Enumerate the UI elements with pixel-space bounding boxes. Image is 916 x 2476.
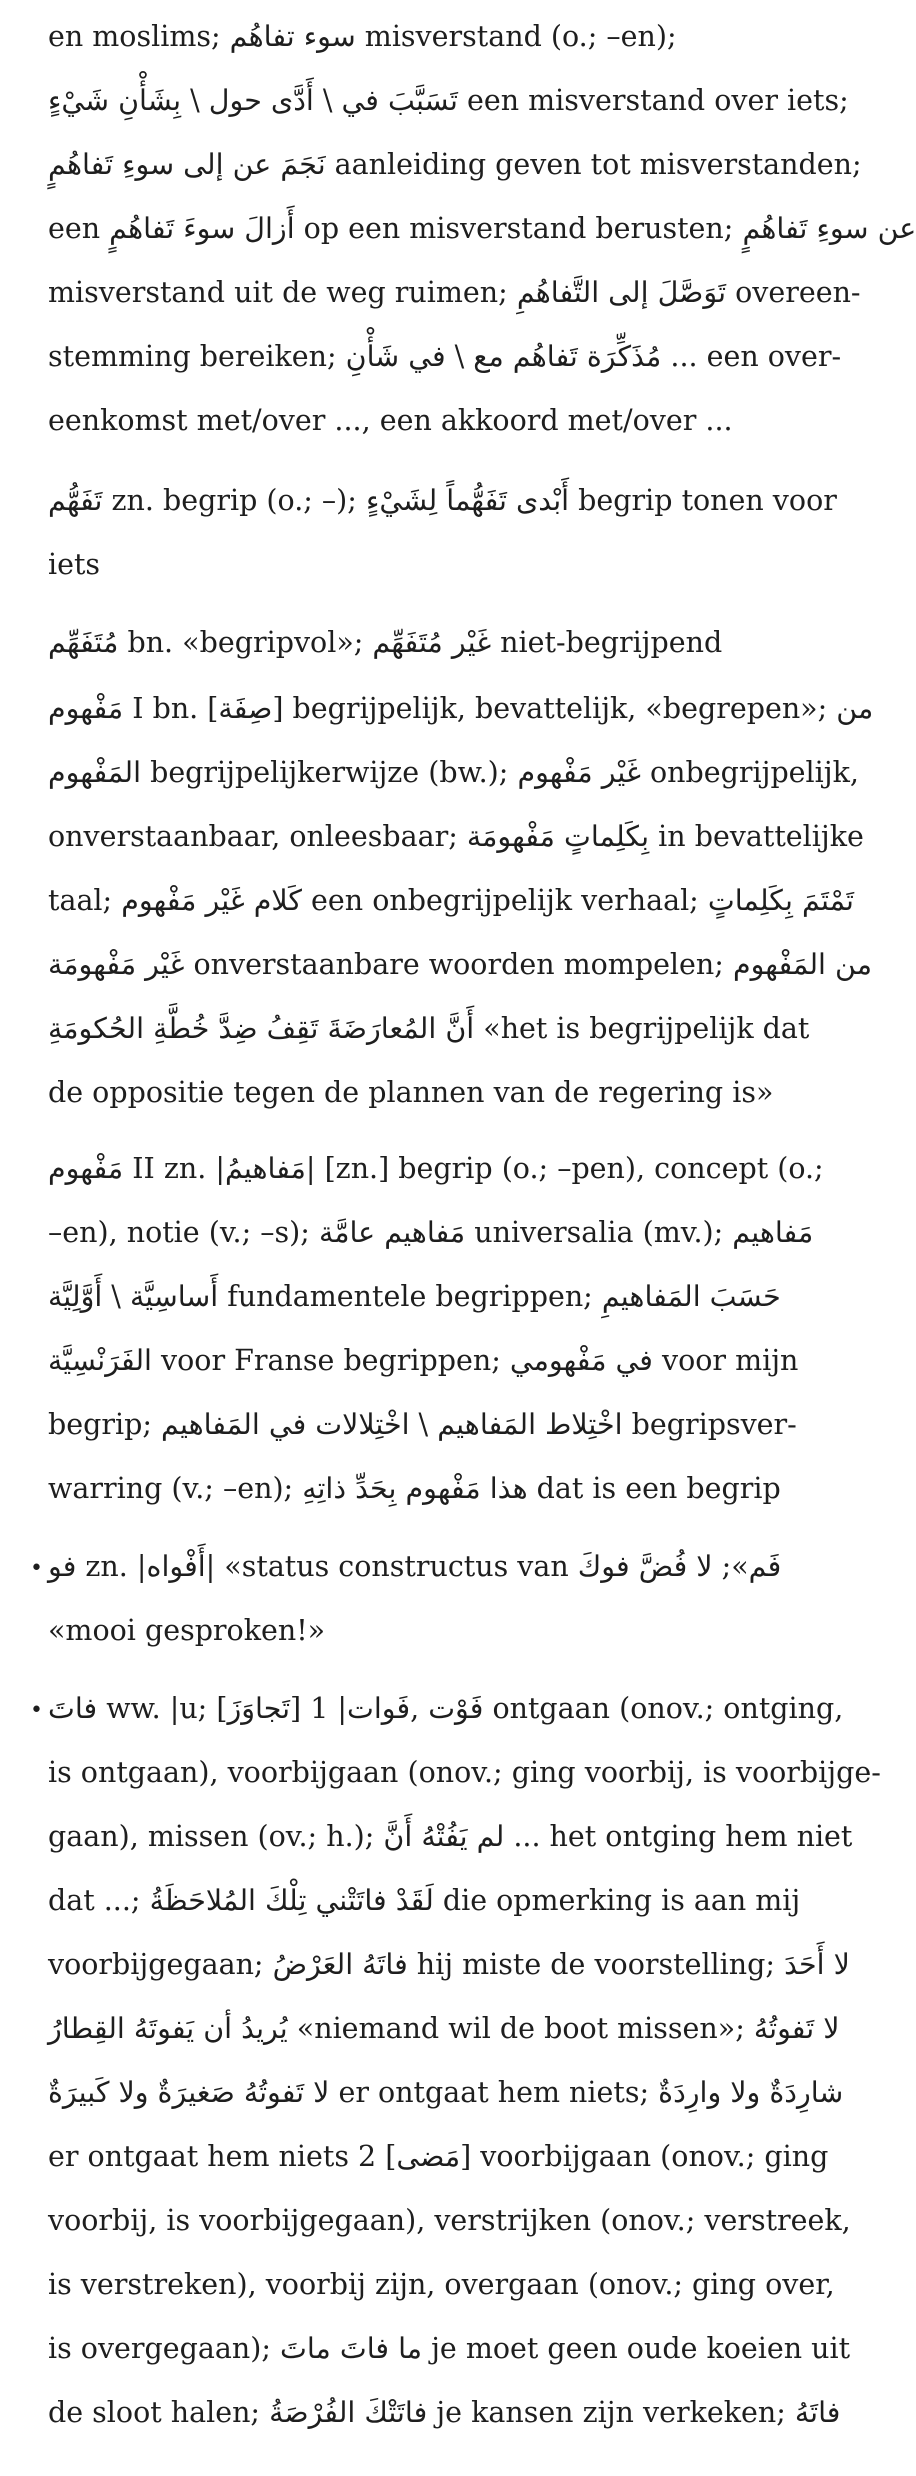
entry-line: [48, 1602, 871, 1660]
entry-bullet: •: [30, 1556, 43, 1581]
entry-line: [48, 8, 871, 66]
line-text: المَفْهوم begrijpelijkerwijze (bw.); غَيْر مَفْهوم onbegrijpelijk,: [48, 756, 859, 789]
entry-line: [48, 1204, 871, 1262]
line-text: مُتَفَهِّم bn. «begripvol»; غَيْر مُتَفَهِّم niet-begrijpend: [48, 626, 723, 659]
line-text: onverstaanbaar, onleesbaar; بِكَلِماتٍ مَفْهومَة in bevattelijke: [48, 820, 864, 853]
entry-line: [48, 2192, 871, 2250]
line-text: een أَزالَ سوءَ تَفاهُمٍ op een misverstand berusten; عن سوءِ تَفاهُمٍ: [48, 212, 916, 245]
entry-line: [48, 1000, 871, 1058]
entry-line: [48, 680, 874, 738]
line-text: تَفَهُّم zn. begrip (o.; –); أَبْدى تَفَهُّماً لِشَيْءٍ begrip tonen voor: [48, 484, 837, 517]
entry-line: [48, 2128, 871, 2186]
entry-line: [48, 2064, 871, 2122]
entry-line: [48, 2000, 871, 2058]
line-text: de sloot halen; فاتَتْكَ الفُرْصَةُ je kansen zijn verkeken; فاتَهُ: [48, 2396, 841, 2429]
line-text: voorbij, is voorbijgegaan), verstrijken (onov.; verstreek,: [48, 2204, 851, 2237]
entry-line: [48, 264, 871, 322]
entry-line: [48, 2256, 871, 2314]
line-text: مَفْهوم II zn. |مَفاهيمُ| [zn.] begrip (o.; –pen), concept (o.;: [48, 1152, 824, 1185]
line-text: تَسَبَّبَ في \ أَدَّى حول \ بِشَأْنِ شَيْءٍ een misverstand over iets;: [48, 84, 849, 117]
entry-line: [48, 936, 871, 994]
line-text: iets: [48, 548, 101, 581]
line-text: begrip; اخْتِلاط المَفاهيم \ اخْتِلالات في المَفاهيم begripsver-: [48, 1408, 797, 1441]
entry-line: [48, 392, 871, 450]
line-text: er ontgaat hem niets 2 [مَضى] voorbijgaan (onov.; ging: [48, 2140, 829, 2173]
entry-line: [48, 536, 871, 594]
entry-line: [48, 328, 871, 386]
line-text: الفَرَنْسِيَّة voor Franse begrippen; في مَفْهومي voor mijn: [48, 1344, 799, 1377]
entry-line: [48, 1064, 871, 1122]
entry-line: [48, 1396, 871, 1454]
entry-line: [48, 72, 871, 130]
entry-line: [48, 2320, 871, 2378]
line-text: فاتَ ww. |u; فَوْت ,فَوات| 1 [تَجاوَزَ] ontgaan (onov.; ontging,: [48, 1692, 844, 1725]
line-text: taal; كَلام غَيْر مَفْهوم een onbegrijpelijk verhaal; تَمْتَمَ بِكَلِماتٍ: [48, 884, 854, 917]
line-text: voorbijgegaan; فاتَهُ العَرْضُ hij miste de voorstelling; لا أَحَدَ: [48, 1948, 850, 1981]
entry-line: [48, 1680, 871, 1738]
line-text: gaan), missen (ov.; h.); لم يَفُتْهُ أَنَّ ... het ontging hem niet: [48, 1820, 853, 1853]
entry-line: [48, 1744, 881, 1802]
entry-line: [48, 2384, 871, 2442]
line-text: stemming bereiken; مُذَكِّرَة تَفاهُم مع \ في شَأْنِ ... een over-: [48, 340, 842, 373]
line-text: غَيْر مَفْهومَة onverstaanbare woorden mompelen; من المَفْهوم: [48, 948, 872, 981]
line-text: is ontgaan), voorbijgaan (onov.; ging voorbij, is voorbijge-: [48, 1756, 881, 1789]
entry-bullet: •: [30, 1698, 43, 1723]
line-text: –en), notie (v.; –s); مَفاهيم عامَّة universalia (mv.); مَفاهيم: [48, 1216, 814, 1249]
entry-line: [48, 1872, 871, 1930]
line-text: is overgegaan); ما فاتَ ماتَ je moet geen oude koeien uit: [48, 2332, 851, 2365]
line-text: نَجَمَ عن إلى سوءِ تَفاهُمٍ aanleiding geven tot misverstanden;: [48, 148, 862, 181]
entry-line: [48, 614, 871, 672]
line-text: misverstand uit de weg ruimen; تَوَصَّلَ إلى التَّفاهُمِ overeen-: [48, 276, 861, 309]
entry-line: [48, 744, 871, 802]
entry-line: [48, 472, 871, 530]
line-text: يُريدُ أن يَفوتَهُ القِطارُ «niemand wil de boot missen»; لا تَفوتُهُ: [48, 2012, 840, 2045]
entry-line: [48, 1268, 871, 1326]
entry-line: [48, 200, 916, 258]
entry-line: [48, 1808, 871, 1866]
line-text: is verstreken), voorbij zijn, overgaan (onov.; ging over,: [48, 2268, 835, 2301]
line-text: «mooi gesproken!»: [48, 1614, 326, 1647]
line-text: أَنَّ المُعارَضَةَ تَقِفُ ضِدَّ خُطَّةِ الحُكومَةِ «het is begrijpelijk dat: [48, 1012, 810, 1045]
entry-line: [48, 1538, 871, 1596]
line-text: أَساسِيَّة \ أَوَّلِيَّة fundamentele begrippen; حَسَبَ المَفاهيمِ: [48, 1280, 781, 1313]
entry-line: [48, 1936, 871, 1994]
entry-line: [48, 136, 871, 194]
line-text: de oppositie tegen de plannen van de regering is»: [48, 1076, 774, 1109]
entry-line: [48, 1460, 871, 1518]
line-text: لا تَفوتُهُ صَغيرَةٌ ولا كَبيرَةٌ er ontgaat hem niets; شارِدَةٌ ولا وارِدَةٌ: [48, 2076, 844, 2109]
entry-line: [48, 872, 871, 930]
line-text: en moslims; سوء تفاهُم misverstand (o.; –en);: [48, 20, 677, 53]
entry-line: [48, 808, 871, 866]
entry-line: [48, 1332, 871, 1390]
line-text: eenkomst met/over ..., een akkoord met/over ...: [48, 404, 733, 437]
line-text: dat ...; لَقَدْ فاتَتْني تِلْكَ المُلاحَظَةُ die opmerking is aan mij: [48, 1884, 801, 1917]
line-text: فو zn. |أَفْواه| «status constructus van فَم»; لا فُضَّ فوكَ: [48, 1550, 782, 1583]
line-text: مَفْهوم I bn. [صِفَة] begrijpelijk, bevattelijk, «begrepen»; من: [48, 692, 874, 725]
line-text: warring (v.; –en); هذا مَفْهوم بِحَدِّ ذاتِهِ dat is een begrip: [48, 1472, 781, 1505]
entry-line: [48, 1140, 871, 1198]
